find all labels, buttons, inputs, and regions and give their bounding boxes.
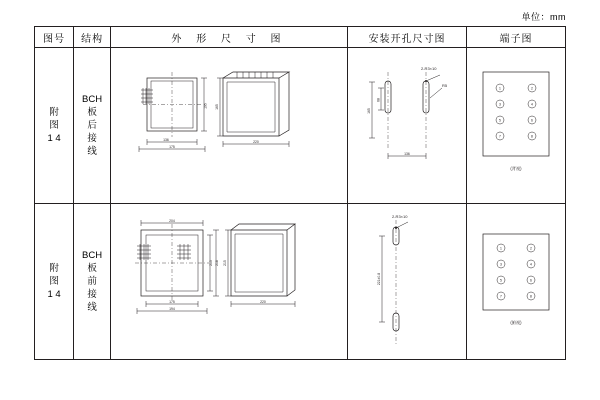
note-radius: R5 xyxy=(441,83,448,88)
dim-mount-height: 221±0.8 xyxy=(376,272,381,286)
dim-mount-height-outer: 165 xyxy=(366,108,371,114)
cell-outline-1 xyxy=(110,48,347,204)
cell-structure-2 xyxy=(74,204,111,360)
structure-char: BCH xyxy=(82,250,103,261)
header-outline-dimensions: 外 形 尺 寸 图 xyxy=(110,27,347,48)
dim-front-height-inner: 215 xyxy=(208,260,213,266)
note-hole-size: 2-R3×10 xyxy=(420,66,437,71)
table-row xyxy=(35,48,566,204)
unit-note: 单位：mm xyxy=(521,12,566,22)
structure-char: 接 xyxy=(87,133,97,144)
cell-outline-2 xyxy=(110,204,347,360)
terminal-number: 4 xyxy=(530,262,532,267)
terminal-number: 1 xyxy=(500,246,502,251)
table-row xyxy=(35,204,566,360)
structure-text-2 xyxy=(74,249,110,314)
dim-side-depth: 220 xyxy=(253,140,259,144)
dim-front-width-inner: 175 xyxy=(169,300,175,304)
table-header-row xyxy=(35,27,566,48)
dim-side-height: 215 xyxy=(222,260,227,266)
terminal-number: 8 xyxy=(531,134,533,139)
structure-text-1 xyxy=(74,93,110,158)
dim-side-height: 165 xyxy=(214,104,219,110)
structure-char: 线 xyxy=(87,146,97,157)
terminal-drawing-2 xyxy=(467,204,565,359)
dim-front-width-outer: 175 xyxy=(169,145,175,149)
fig-no-char: 附 xyxy=(49,107,59,118)
terminal-number: 3 xyxy=(500,262,502,267)
terminal-number: 3 xyxy=(499,102,501,107)
note-hole-size: 2-R3×10 xyxy=(391,214,408,219)
header-mounting-holes: 安装开孔尺寸图 xyxy=(347,27,466,48)
structure-char: 线 xyxy=(87,302,97,313)
terminal-number: 1 xyxy=(499,86,501,91)
fig-no-char: 图 xyxy=(49,276,59,287)
cell-terminal-1 xyxy=(466,48,565,204)
fig-no-char: 图 xyxy=(49,120,59,131)
terminal-number: 6 xyxy=(531,118,533,123)
structure-char: BCH xyxy=(82,94,103,105)
dim-mount-height-inner: 68 xyxy=(376,98,381,102)
dim-front-height-outer: 218 xyxy=(214,260,219,266)
terminal-number: 7 xyxy=(500,294,502,299)
structure-char: 板 xyxy=(87,107,97,118)
terminal-caption-1: (背视) xyxy=(510,166,522,171)
header-structure: 结构 xyxy=(74,27,111,48)
mounting-drawing-1 xyxy=(348,48,466,203)
structure-char: 接 xyxy=(87,289,97,300)
outline-drawing-1 xyxy=(111,48,347,203)
fig-no-char: 附 xyxy=(49,263,59,274)
cell-fig-no-1 xyxy=(35,48,74,204)
cell-structure-1 xyxy=(74,48,111,204)
terminal-number: 2 xyxy=(530,246,532,251)
header-terminal-diagram: 端子图 xyxy=(466,27,565,48)
cell-mounting-2 xyxy=(347,204,466,360)
fig-no-text-2 xyxy=(35,262,73,301)
dim-front-width-inner: 136 xyxy=(163,138,169,142)
dim-side-depth: 220 xyxy=(260,300,266,304)
cell-mounting-1 xyxy=(347,48,466,204)
specification-table xyxy=(34,26,566,360)
dim-front-width-top: 204 xyxy=(169,219,175,223)
terminal-number: 8 xyxy=(530,294,532,299)
terminal-drawing-1 xyxy=(467,48,565,203)
cell-terminal-2 xyxy=(466,204,565,360)
dim-front-width-outer: 194 xyxy=(169,307,175,311)
terminal-number: 7 xyxy=(499,134,501,139)
terminal-number: 5 xyxy=(499,118,501,123)
terminal-number: 5 xyxy=(500,278,502,283)
fig-no-char: 1 4 xyxy=(47,289,61,300)
structure-char: 前 xyxy=(87,276,97,287)
terminal-number: 4 xyxy=(531,102,533,107)
structure-char: 板 xyxy=(87,263,97,274)
terminal-caption-2: (俯视) xyxy=(510,320,522,325)
dim-front-height: 195 xyxy=(203,103,208,109)
cell-fig-no-2 xyxy=(35,204,74,360)
header-fig-no: 图号 xyxy=(35,27,74,48)
fig-no-char: 1 4 xyxy=(47,133,61,144)
dim-mount-width: 136 xyxy=(404,152,410,156)
fig-no-text-1 xyxy=(35,106,73,145)
terminal-number: 2 xyxy=(531,86,533,91)
terminal-number: 6 xyxy=(530,278,532,283)
structure-char: 后 xyxy=(87,120,97,131)
outline-drawing-2 xyxy=(111,204,347,359)
mounting-drawing-2 xyxy=(348,204,466,359)
